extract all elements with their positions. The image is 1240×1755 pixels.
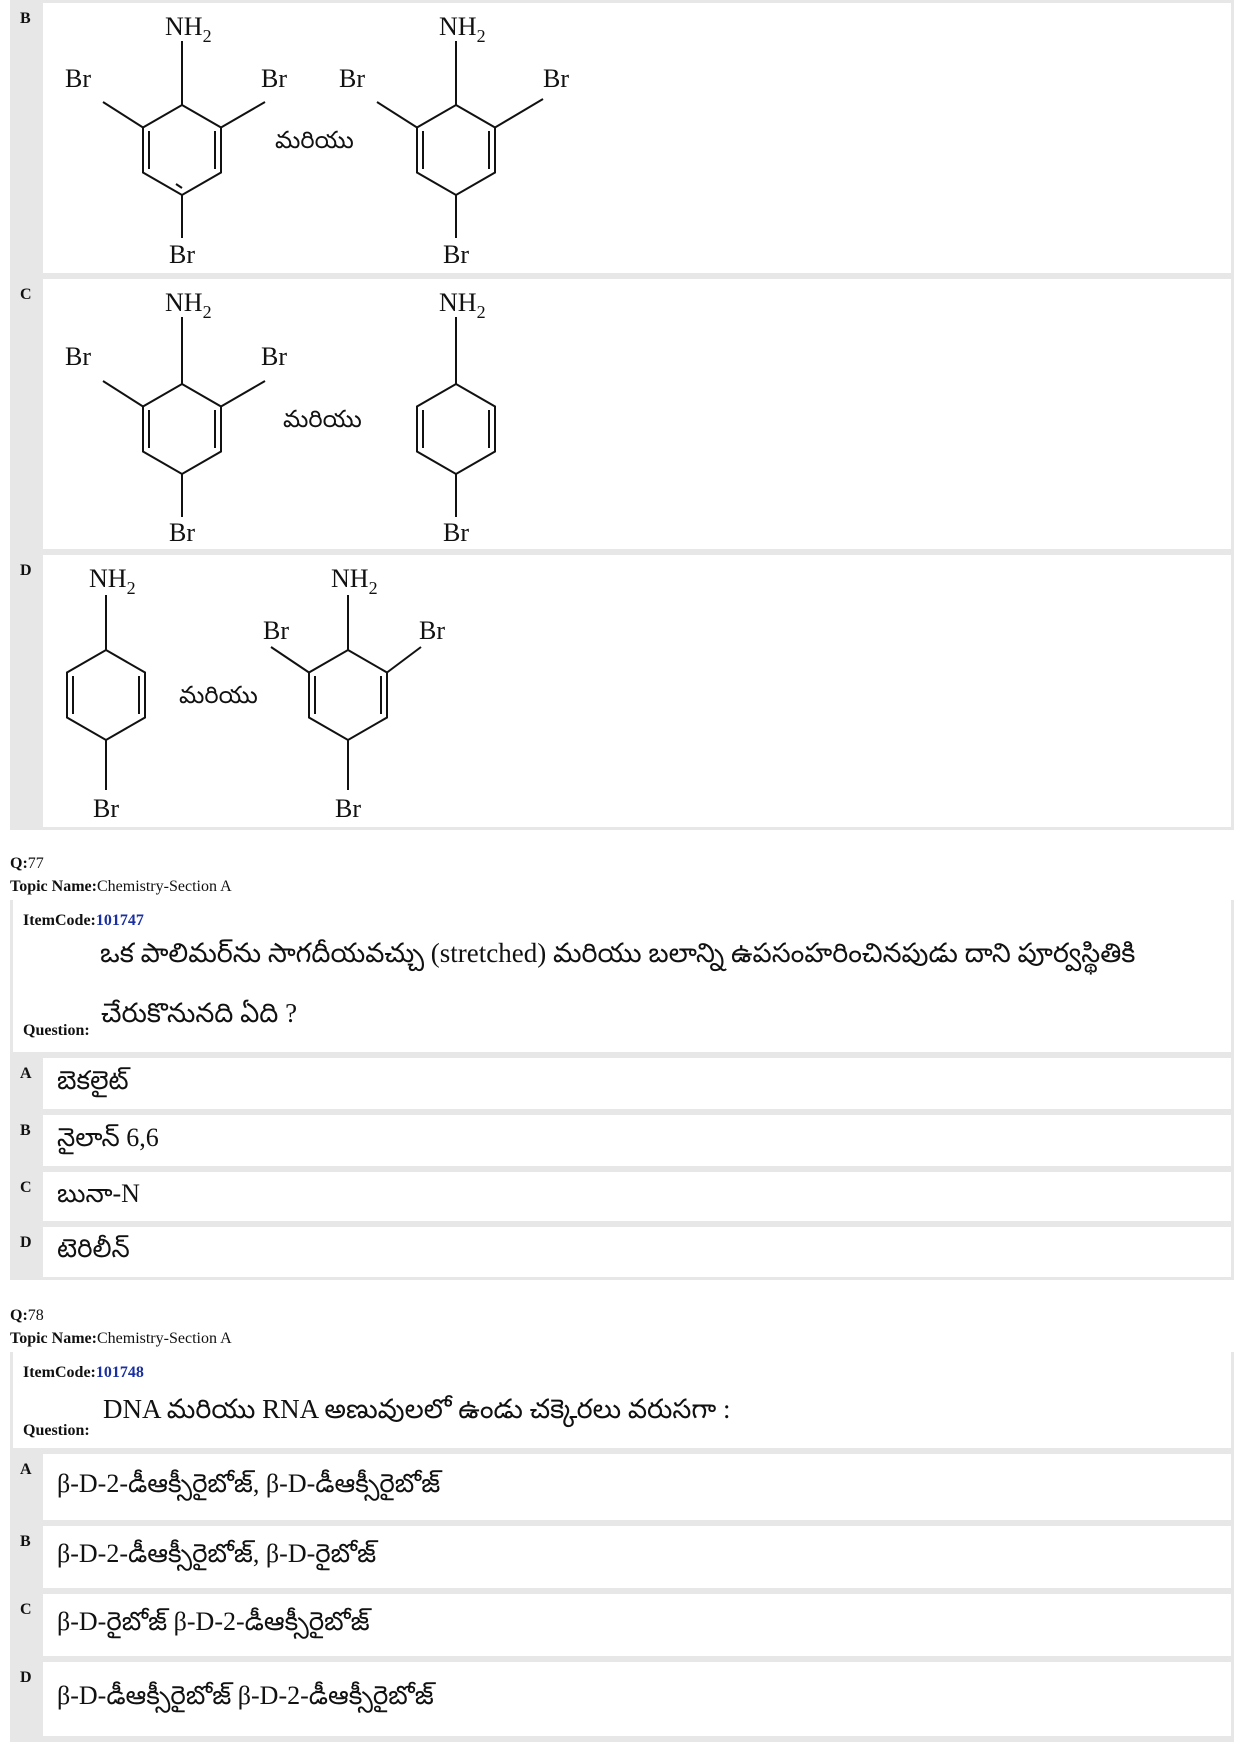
option-key: B — [20, 10, 31, 27]
bromo-label: Br — [419, 616, 445, 645]
question-text: చేరుకొనునది ఏది ? — [101, 998, 298, 1028]
option-text: β-D-2-డీఆక్సీరైబోజ్, β-D-డీఆక్సీరైబోజ్ — [57, 1469, 441, 1498]
option-content — [43, 3, 1231, 273]
molecule-pair-image — [43, 555, 1231, 827]
option-b-row[interactable] — [10, 0, 1234, 276]
benzene-ring-left — [103, 317, 265, 517]
question-label: Question: — [23, 1422, 90, 1439]
option-a-row[interactable] — [10, 1451, 1234, 1523]
bromo-label: Br — [339, 64, 365, 93]
molecule-pair-image — [43, 279, 1231, 549]
question-number: Q:78 — [10, 1307, 44, 1324]
option-text: β-D-డీఆక్సీరైబోజ్ β-D-2-డీఆక్సీరైబోజ్ — [57, 1681, 434, 1710]
amino-group-label: $NH_2$ — [439, 288, 486, 322]
bromo-label: Br — [263, 616, 289, 645]
bromo-label: Br — [169, 518, 195, 547]
option-key: C — [20, 1179, 32, 1196]
item-code: ItemCode:101748 — [23, 1364, 144, 1381]
option-content — [43, 555, 1231, 827]
option-d-row[interactable] — [10, 1224, 1234, 1280]
option-c-row[interactable] — [10, 1591, 1234, 1659]
benzene-ring-left — [103, 41, 265, 238]
option-text: నైలాన్ 6,6 — [57, 1122, 159, 1152]
bromo-label: Br — [93, 794, 119, 823]
option-label — [10, 276, 40, 552]
question-77-block — [10, 900, 1234, 1280]
option-d-row[interactable] — [10, 552, 1234, 830]
option-content — [43, 279, 1231, 549]
option-text: బెకలైట్ — [57, 1065, 129, 1095]
topic-name: Topic Name:Chemistry-Section A — [10, 1330, 232, 1347]
question-78-block — [10, 1352, 1234, 1742]
bromo-label: Br — [169, 240, 195, 269]
question-label: Question: — [23, 1022, 90, 1039]
bromo-label: Br — [443, 518, 469, 547]
option-text: β-D-2-డీఆక్సీరైబోజ్, β-D-రైబోజ్ — [57, 1539, 377, 1568]
option-c-row[interactable] — [10, 1169, 1234, 1224]
item-code: ItemCode:101747 — [23, 912, 144, 929]
amino-group-label: $NH_2$ — [165, 288, 212, 322]
amino-group-label: $NH_2$ — [439, 12, 486, 46]
option-b-row[interactable] — [10, 1523, 1234, 1591]
question-78-stem — [13, 1352, 1231, 1448]
option-key: D — [20, 1669, 32, 1686]
option-key: B — [20, 1533, 31, 1550]
bromo-label: Br — [543, 64, 569, 93]
prev-question-options — [10, 0, 1234, 830]
and-word: మరియు — [283, 405, 362, 433]
molecule-pair-image — [43, 3, 1231, 273]
question-text: ఒక పాలిమర్‌ను సాగదీయవచ్చు (stretched) మరియు బలాన్ని ఉపసంహరించినపుడు దాని పూర్వస్థితికి — [100, 938, 1136, 968]
option-label — [10, 552, 40, 830]
benzene-ring-right — [377, 41, 543, 238]
option-key: B — [20, 1122, 31, 1139]
option-key: D — [20, 1234, 32, 1251]
option-text: β-D-రైబోజ్ β-D-2-డీఆక్సీరైబోజ్ — [57, 1607, 370, 1636]
option-key: C — [20, 1601, 32, 1618]
bromo-label: Br — [335, 794, 361, 823]
bromo-label: Br — [65, 64, 91, 93]
option-label — [10, 0, 40, 276]
bromo-label: Br — [443, 240, 469, 269]
option-b-row[interactable] — [10, 1112, 1234, 1169]
option-d-row[interactable] — [10, 1659, 1234, 1739]
and-word: మరియు — [179, 681, 258, 709]
and-word: మరియు — [275, 126, 354, 154]
option-key: D — [20, 562, 32, 579]
amino-group-label: $NH_2$ — [331, 564, 378, 598]
amino-group-label: $NH_2$ — [89, 564, 136, 598]
bromo-label: Br — [261, 342, 287, 371]
option-text: బునా-N — [57, 1178, 140, 1208]
option-c-row[interactable] — [10, 276, 1234, 552]
bromo-label: Br — [65, 342, 91, 371]
option-key: A — [20, 1065, 32, 1082]
option-key: A — [20, 1461, 32, 1478]
option-key: C — [20, 286, 32, 303]
benzene-ring-right — [417, 317, 495, 517]
option-text: టెరిలీన్ — [57, 1234, 130, 1263]
benzene-ring-right — [271, 595, 421, 790]
question-77-stem — [13, 900, 1231, 1052]
bromo-label: Br — [261, 64, 287, 93]
question-text: DNA మరియు RNA అణువులలో ఉండు చక్కెరలు వరుసగా : — [103, 1394, 731, 1424]
question-number: Q:77 — [10, 855, 44, 872]
option-a-row[interactable] — [10, 1055, 1234, 1112]
topic-name: Topic Name:Chemistry-Section A — [10, 878, 232, 895]
amino-group-label: $NH_2$ — [165, 12, 212, 46]
benzene-ring-left — [67, 595, 145, 790]
